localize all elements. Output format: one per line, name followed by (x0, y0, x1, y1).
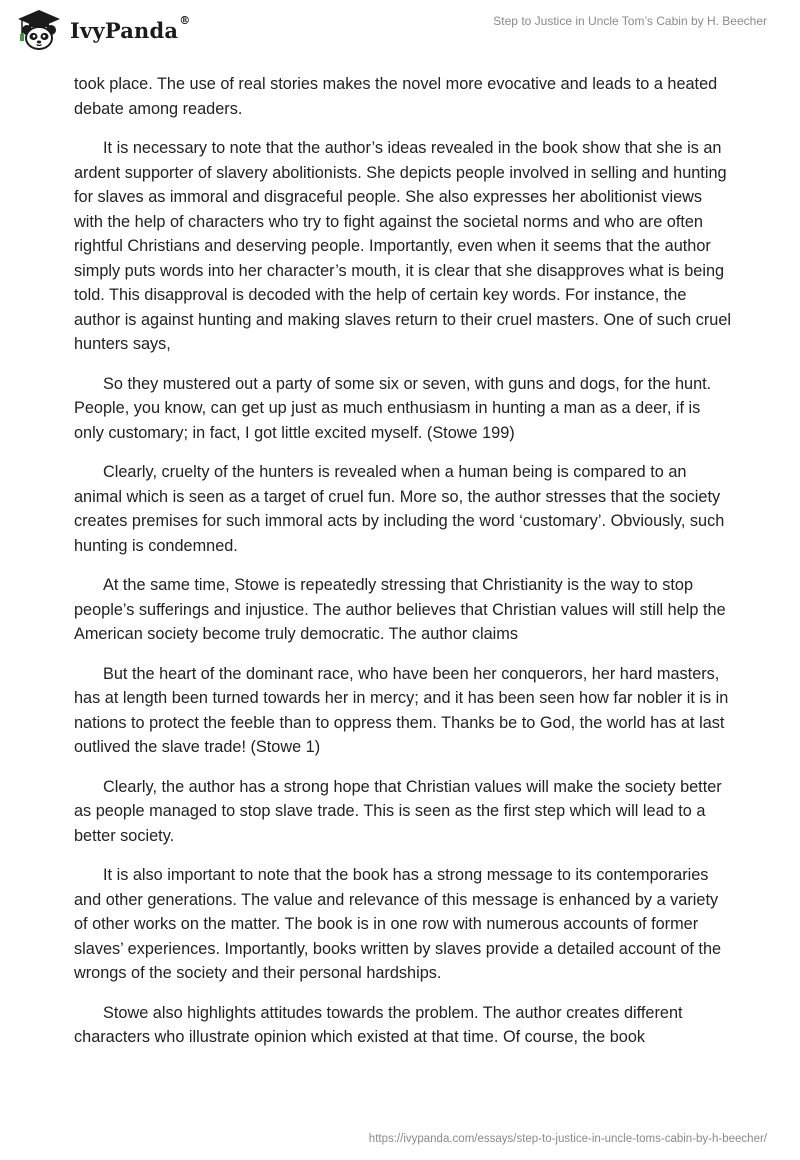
panda-graduation-cap-icon (14, 8, 64, 52)
paragraph: Clearly, the author has a strong hope that Christian values will make the society better as people managed to stop slave trade. This is seen as the first step which will lead to a better society. (74, 777, 722, 845)
block-quote: But the heart of the dominant race, who have been her conquerors, her hard masters, has at length been turned towards her in mercy; and it has been seen how far nobler it is in nations to protect the feeble than to oppress them. Thanks be to God, the world has at last outlived the slave trade! (Stowe 1) (74, 664, 729, 756)
paragraph: It is also important to note that the book has a strong message to its contemporaries and other generations. The value and relevance of this message is enhanced by a variety of other works on the matter. The book is in one row with numerous accounts of former slaves’ experiences. Importantly, books written by slaves provide a detailed account of the wrongs of the society and their personal hardships. (74, 866, 722, 982)
paragraph: took place. The use of real stories makes the novel more evocative and leads to a heated debate among readers. (74, 75, 718, 118)
logo-brand-text (70, 13, 191, 43)
logo-registered-mark: ® (179, 13, 191, 27)
paragraph: Clearly, cruelty of the hunters is revealed when a human being is compared to an animal which is seen as a target of cruel fun. More so, the author stresses that the society creates premises for such immoral acts by including the word ‘customary’. Obviously, such hunting is condemned. (74, 463, 725, 555)
paragraph: At the same time, Stowe is repeatedly stressing that Christianity is the way to stop people’s sufferings and injustice. The author believes that Christian values will still help the American society become truly democratic. The author claims (74, 576, 726, 643)
document-title: Step to Justice in Uncle Tom’s Cabin by H. Beecher (493, 14, 767, 28)
paragraph: Stowe also highlights attitudes towards the problem. The author creates different characters who illustrate opinion which existed at that time. Of course, the book (74, 1003, 683, 1046)
logo-brand-name: IvyPanda (70, 17, 179, 43)
block-quote: So they mustered out a party of some six or seven, with guns and dogs, for the hunt. People, you know, can get up just as much enthusiasm in hunting a man as a deer, if is only customary; in fact, I got little excited myself. (Stowe 199) (74, 374, 712, 442)
ivypanda-logo[interactable] (14, 8, 190, 52)
page-header (0, 0, 800, 60)
paragraph: It is necessary to note that the author’s ideas revealed in the book show that she is an ardent supporter of slavery abolitionists. She depicts people involved in selling and hunting for slaves as immoral and disgraceful people. She also expresses her abolitionist views with the help of characters who try to fight against the societal norms and who are often rightful Christians and deserving people. Importantly, even when it seems that the author simply puts words into her character’s mouth, it is clear that she disapproves what is being told. This disapproval is decoded with the help of certain key words. For instance, the author is against hunting and making slaves return to their cruel masters. One of such cruel hunters says, (74, 139, 732, 353)
source-url-link[interactable]: https://ivypanda.com/essays/step-to-justice-in-uncle-toms-cabin-by-h-beecher/ (368, 1133, 767, 1145)
essay-body (74, 72, 734, 1065)
